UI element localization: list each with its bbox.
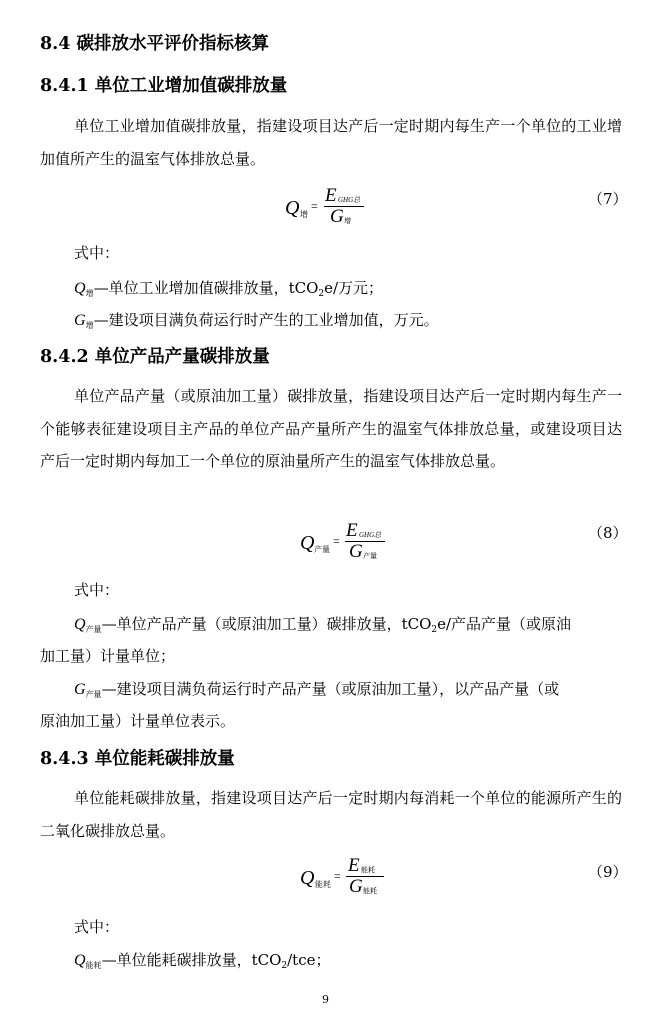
where-label: 式中： <box>74 581 120 599</box>
equation-number-9: （9） <box>588 863 628 881</box>
co2-subscript: 2 <box>431 625 438 635</box>
definition-unit: e/产品产量（或原油 <box>437 615 572 633</box>
symbol-sub: 增 <box>85 289 94 298</box>
symbol: Q <box>74 616 86 633</box>
formula-lhs-sub: 能耗 <box>315 880 331 889</box>
formula-lhs: Q <box>300 532 315 554</box>
definition-text: —建设项目满负荷运行时产生的工业增加值，万元。 <box>93 311 439 329</box>
definition-q-chanliang-cont: 加工量）计量单位； <box>40 647 176 665</box>
definition-q-zeng <box>74 278 383 304</box>
formula-lhs-sub: 增 <box>300 210 308 219</box>
formula-lhs-sub: 产量 <box>314 545 330 554</box>
page-number: 9 <box>322 993 329 1006</box>
formula-lhs: Q <box>300 867 315 889</box>
formula-lhs: Q <box>285 197 300 219</box>
definition-text: —单位能耗碳排放量，tCO <box>101 951 282 969</box>
formula-numerator: E <box>346 520 358 541</box>
formula-numerator: E <box>348 855 360 876</box>
formula-denominator: G <box>330 206 344 227</box>
formula-numerator-sub: 能耗 <box>361 866 375 874</box>
equation-number-7: （7） <box>588 190 628 208</box>
where-label: 式中： <box>74 918 120 936</box>
symbol: G <box>74 681 86 698</box>
symbol: G <box>74 312 86 329</box>
formula-8 <box>300 520 400 562</box>
subsection-heading-8-4-3: 8.4.3 单位能耗碳排放量 <box>40 749 235 769</box>
symbol-sub: 产量 <box>85 625 102 634</box>
formula-denominator-sub: 增 <box>344 217 351 225</box>
definition-text: —建设项目满负荷运行时产品产量（或原油加工量），以产品产量（或 <box>101 680 560 698</box>
symbol-sub: 增 <box>85 321 94 330</box>
paragraph-8-4-1: 单位工业增加值碳排放量，指建设项目达产后一定时期内每生产一个单位的工业增加值所产生的温室气体排放总量。 <box>40 117 622 168</box>
where-label: 式中： <box>74 244 120 262</box>
definition-text: —单位产品产量（或原油加工量）碳排放量，tCO <box>101 615 432 633</box>
formula-denominator: G <box>349 541 363 562</box>
formula-equals: = <box>334 869 341 883</box>
equation-number-8: （8） <box>588 524 628 542</box>
formula-9 <box>300 855 400 897</box>
definition-text: —单位工业增加值碳排放量，tCO <box>93 279 319 297</box>
formula-7 <box>285 185 385 227</box>
formula-denominator: G <box>349 876 363 897</box>
definition-unit: e/万元； <box>324 279 384 297</box>
definition-g-chanliang <box>74 679 559 705</box>
subsection-heading-8-4-1: 8.4.1 单位工业增加值碳排放量 <box>40 76 288 96</box>
paragraph-8-4-2: 单位产品产量（或原油加工量）碳排放量，指建设项目达产后一定时期内每生产一个能够表征建设项目主产品的单位产品产量所产生的温室气体排放总量，或建设项目达产后一定时期内每加工一个单位的原油量所产生的温室气体排放总量。 <box>40 387 622 470</box>
co2-subscript: 2 <box>318 289 325 299</box>
formula-denominator-sub: 能耗 <box>363 887 377 895</box>
definition-g-chanliang-cont: 原油加工量）计量单位表示。 <box>40 712 236 730</box>
paragraph-8-4-3: 单位能耗碳排放量，指建设项目达产后一定时期内每消耗一个单位的能源所产生的二氧化碳排放总量。 <box>40 789 622 840</box>
formula-equals: = <box>311 199 318 213</box>
formula-denominator-sub: 产量 <box>363 552 377 560</box>
formula-numerator: E <box>325 185 337 206</box>
definition-g-zeng <box>74 310 439 336</box>
symbol-sub: 能耗 <box>85 961 102 970</box>
formula-numerator-sub: GHG总 <box>359 531 382 539</box>
definition-q-chanliang <box>74 614 571 640</box>
co2-subscript: 2 <box>281 961 288 971</box>
formula-equals: = <box>333 534 340 548</box>
definition-unit: /tce； <box>287 951 331 969</box>
section-title: 8.4 碳排放水平评价指标核算 <box>40 34 270 54</box>
formula-numerator-sub: GHG总 <box>338 196 361 204</box>
subsection-heading-8-4-2: 8.4.2 单位产品产量碳排放量 <box>40 347 270 367</box>
symbol: Q <box>74 280 86 297</box>
symbol: Q <box>74 952 86 969</box>
symbol-sub: 产量 <box>85 690 102 699</box>
definition-q-nenghao <box>74 950 330 976</box>
